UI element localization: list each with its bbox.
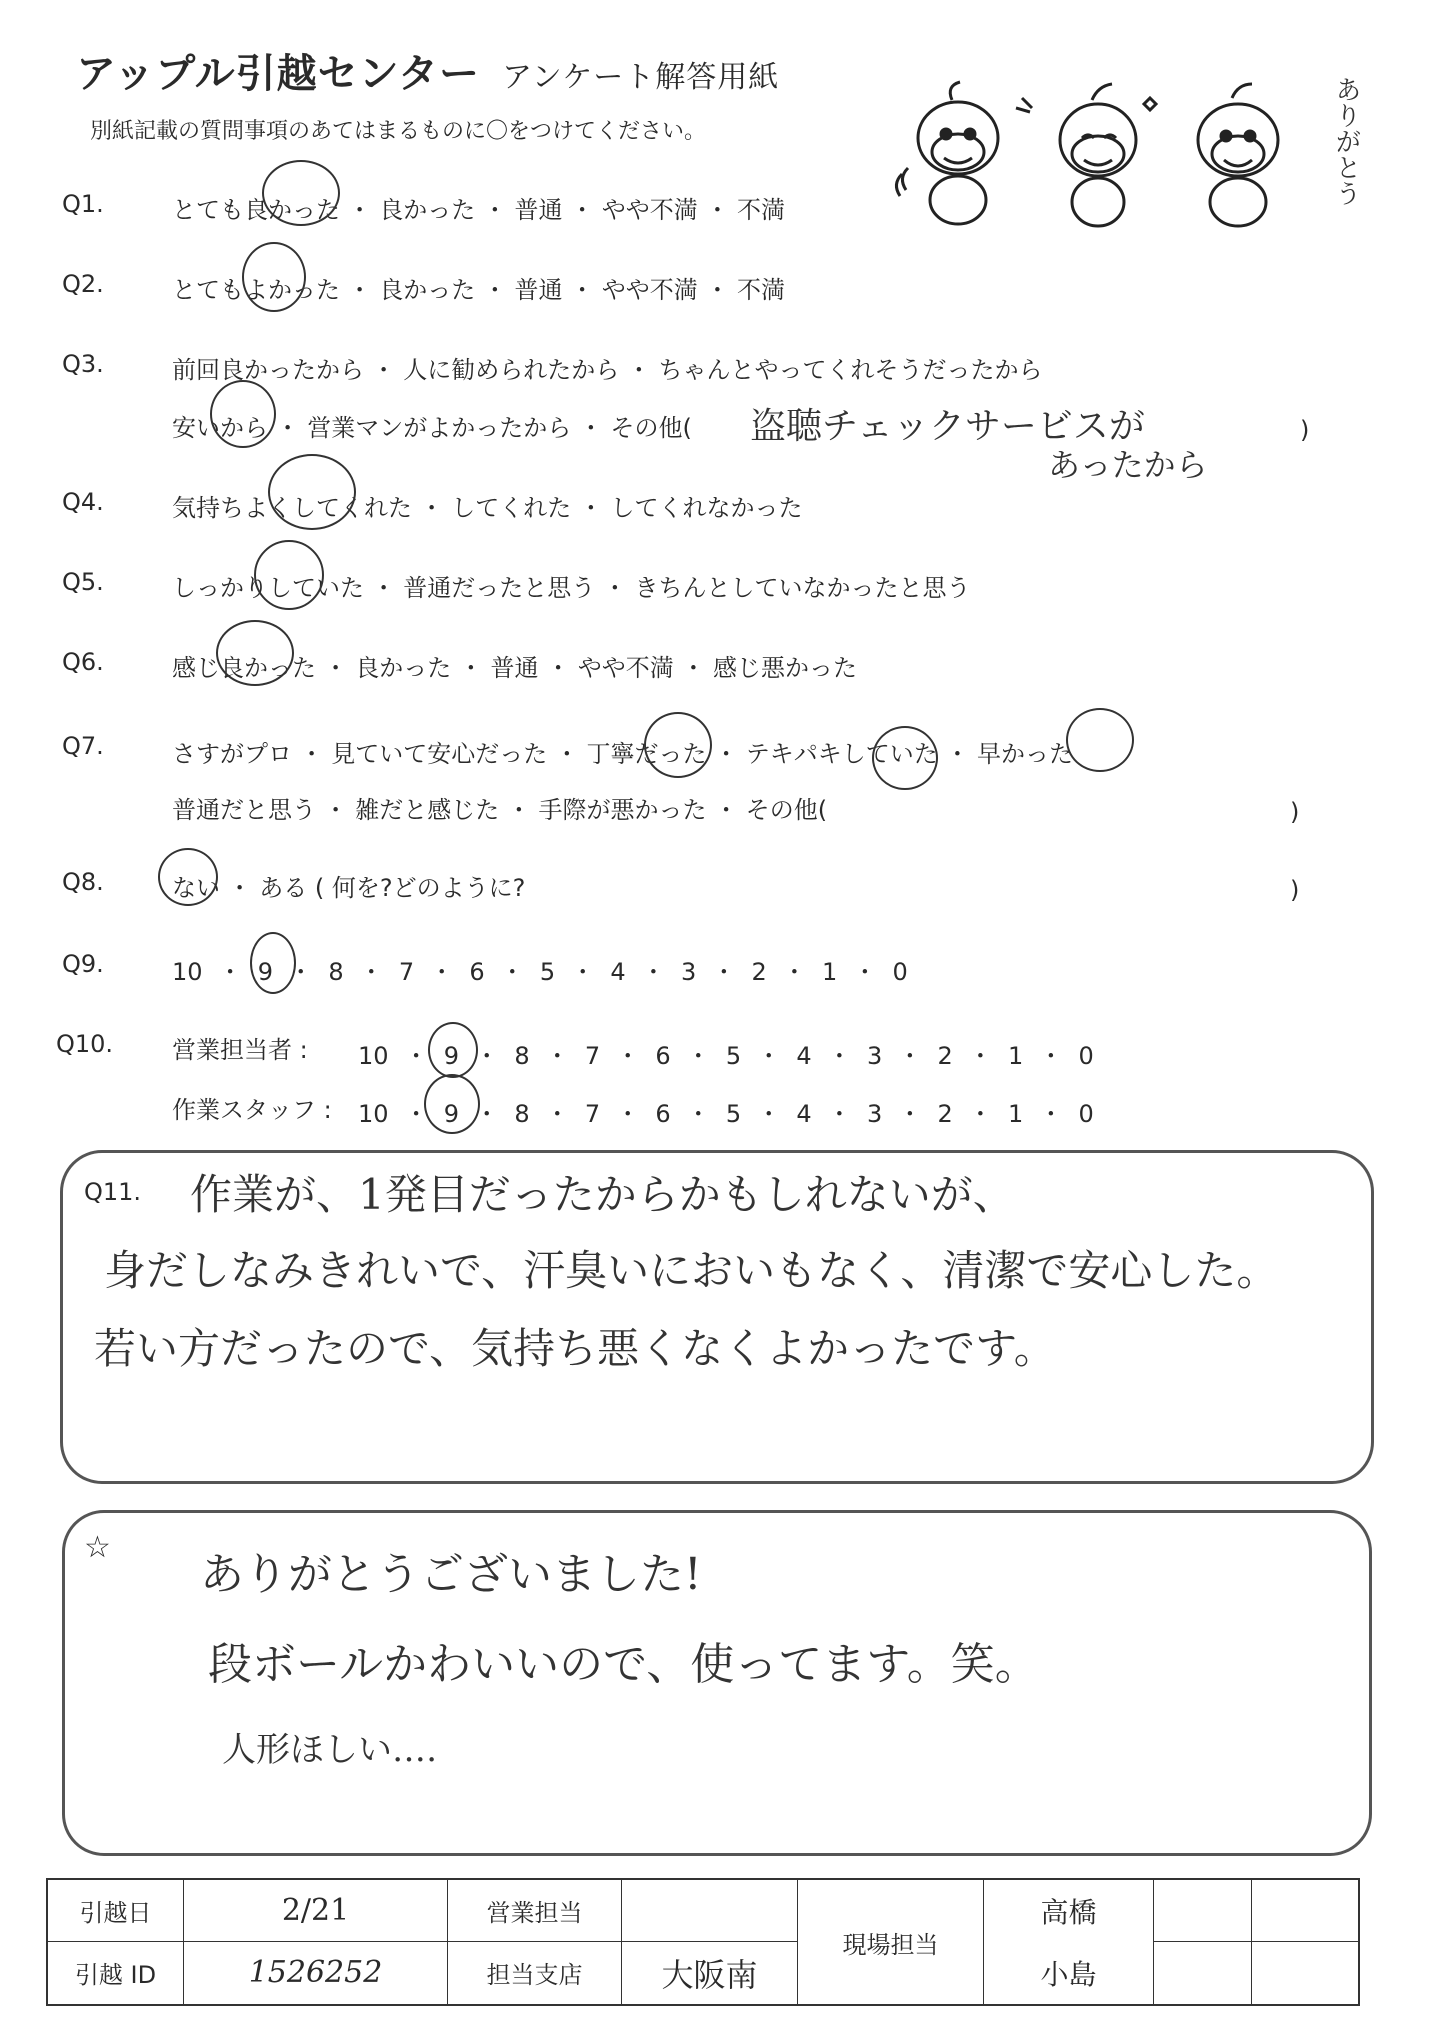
q7-answer-circle-2	[872, 726, 938, 790]
footer-table	[46, 1878, 1360, 2006]
q10-staff-scale: 10 ・ 9 ・ 8 ・ 7 ・ 6 ・ 5 ・ 4 ・ 3 ・ 2 ・ 1 ・ 0	[358, 1100, 1094, 1128]
q6-number: Q6.	[62, 648, 104, 676]
q9-answer-circle	[250, 932, 296, 994]
page-title	[76, 42, 779, 99]
q3-handwritten-other-2: あったから	[1048, 446, 1208, 484]
q6-answer-circle	[216, 620, 294, 686]
monkey-mascots-illustration	[890, 78, 1330, 248]
sales-rep-label: 営業担当	[448, 1880, 622, 1941]
q8-options: ない ・ ある ( 何を?どのように?	[172, 874, 526, 902]
q1-answer-circle	[262, 160, 340, 226]
site-rep-value-2: 小島	[984, 1941, 1154, 2004]
branch-value: 大阪南	[622, 1941, 798, 2004]
star-comment-line3: 人形ほしい‥‥	[222, 1730, 438, 1770]
move-id-value: 1526252	[184, 1941, 448, 2004]
q4-number: Q4.	[62, 488, 104, 516]
q2-number: Q2.	[62, 270, 104, 298]
q7-options-line1: さすがプロ ・ 見ていて安心だった ・ 丁寧だった ・ テキパキしていた ・ 早かった	[172, 740, 1074, 768]
q7-number: Q7.	[62, 732, 104, 760]
q5-answer-circle	[254, 540, 324, 610]
q8-answer-circle	[158, 848, 218, 906]
q10-number: Q10.	[56, 1030, 114, 1058]
form-name: アンケート解答用紙	[502, 60, 780, 95]
thanks-vertical-text: ありがとう	[1331, 76, 1361, 206]
q5-options: しっかりしていた ・ 普通だったと思う ・ きちんとしていなかったと思う	[172, 574, 971, 602]
q6-options: 感じ良かった ・ 良かった ・ 普通 ・ やや不満 ・ 感じ悪かった	[172, 654, 858, 682]
site-rep-value-1: 高橋	[984, 1880, 1154, 1941]
q11-comment-line1: 作業が、1発目だったからかもしれないが、	[190, 1170, 1015, 1219]
monkey-middle-icon	[1016, 84, 1136, 226]
q3-handwritten-other-1: 盗聴チェックサービスが	[750, 406, 1145, 447]
q10-staff-label: 作業スタッフ :	[172, 1096, 332, 1124]
branch-label: 担当支店	[448, 1941, 622, 2004]
q2-answer-circle	[242, 242, 306, 312]
company-name: アップル引越センター	[76, 51, 480, 97]
q9-number: Q9.	[62, 950, 104, 978]
q10-sales-label: 営業担当者 :	[172, 1036, 308, 1064]
instructions: 別紙記載の質問事項のあてはまるものに〇をつけてください。	[90, 119, 707, 144]
sales-rep-value	[622, 1880, 798, 1941]
q11-comment-line2: 身だしなみきれいで、汗臭いにおいもなく、清潔で安心した。	[104, 1246, 1279, 1295]
move-id-label: 引越 ID	[48, 1941, 184, 2004]
star-comment-line2: 段ボールかわいいので、使ってます。笑。	[208, 1639, 1039, 1690]
site-rep-extra-cell	[1154, 1880, 1252, 1941]
q2-options: とてもよかった ・ 良かった ・ 普通 ・ やや不満 ・ 不満	[172, 276, 786, 304]
q3-options-line2: 安いから ・ 営業マンがよかったから ・ その他(	[172, 414, 692, 442]
q9-scale: 10 ・ 9 ・ 8 ・ 7 ・ 6 ・ 5 ・ 4 ・ 3 ・ 2 ・ 1 ・ 0	[172, 958, 908, 986]
move-date-label: 引越日	[48, 1880, 184, 1941]
q3-answer-circle	[210, 380, 276, 448]
star-comment-line1: ありがとうございました!	[200, 1549, 702, 1600]
q11-number: Q11.	[84, 1178, 142, 1206]
q10-sales-answer-circle	[428, 1022, 478, 1078]
q7-options-line2: 普通だと思う ・ 雑だと感じた ・ 手際が悪かった ・ その他(	[172, 796, 828, 824]
move-date-value: 2/21	[184, 1880, 448, 1941]
star-mark: ☆	[84, 1530, 111, 1565]
q1-options: とても良かった ・ 良かった ・ 普通 ・ やや不満 ・ 不満	[172, 196, 786, 224]
q7-close-paren: )	[1290, 798, 1300, 826]
q4-answer-circle	[268, 454, 356, 530]
q8-close-paren: )	[1290, 876, 1300, 904]
q11-comment-line3: 若い方だったので、気持ち悪くなくよかったです。	[94, 1324, 1056, 1373]
site-rep-label: 現場担当	[798, 1880, 984, 2004]
q3-options-line1: 前回良かったから ・ 人に勧められたから ・ ちゃんとやってくれそうだったから	[172, 356, 1043, 384]
q4-options: 気持ちよくしてくれた ・ してくれた ・ してくれなかった	[172, 494, 803, 522]
monkey-left-icon	[896, 82, 998, 224]
site-rep-extra-cell	[1154, 1941, 1252, 2004]
q8-number: Q8.	[62, 868, 104, 896]
q1-number: Q1.	[62, 190, 104, 218]
q5-number: Q5.	[62, 568, 104, 596]
monkey-right-icon	[1144, 84, 1278, 226]
q10-staff-answer-circle	[424, 1074, 480, 1134]
q3-close-paren: )	[1300, 416, 1310, 444]
q7-answer-circle-1	[644, 712, 712, 778]
q10-sales-scale: 10 ・ 9 ・ 8 ・ 7 ・ 6 ・ 5 ・ 4 ・ 3 ・ 2 ・ 1 ・ 0	[358, 1042, 1094, 1070]
q3-number: Q3.	[62, 350, 104, 378]
q7-answer-circle-3	[1066, 708, 1134, 772]
